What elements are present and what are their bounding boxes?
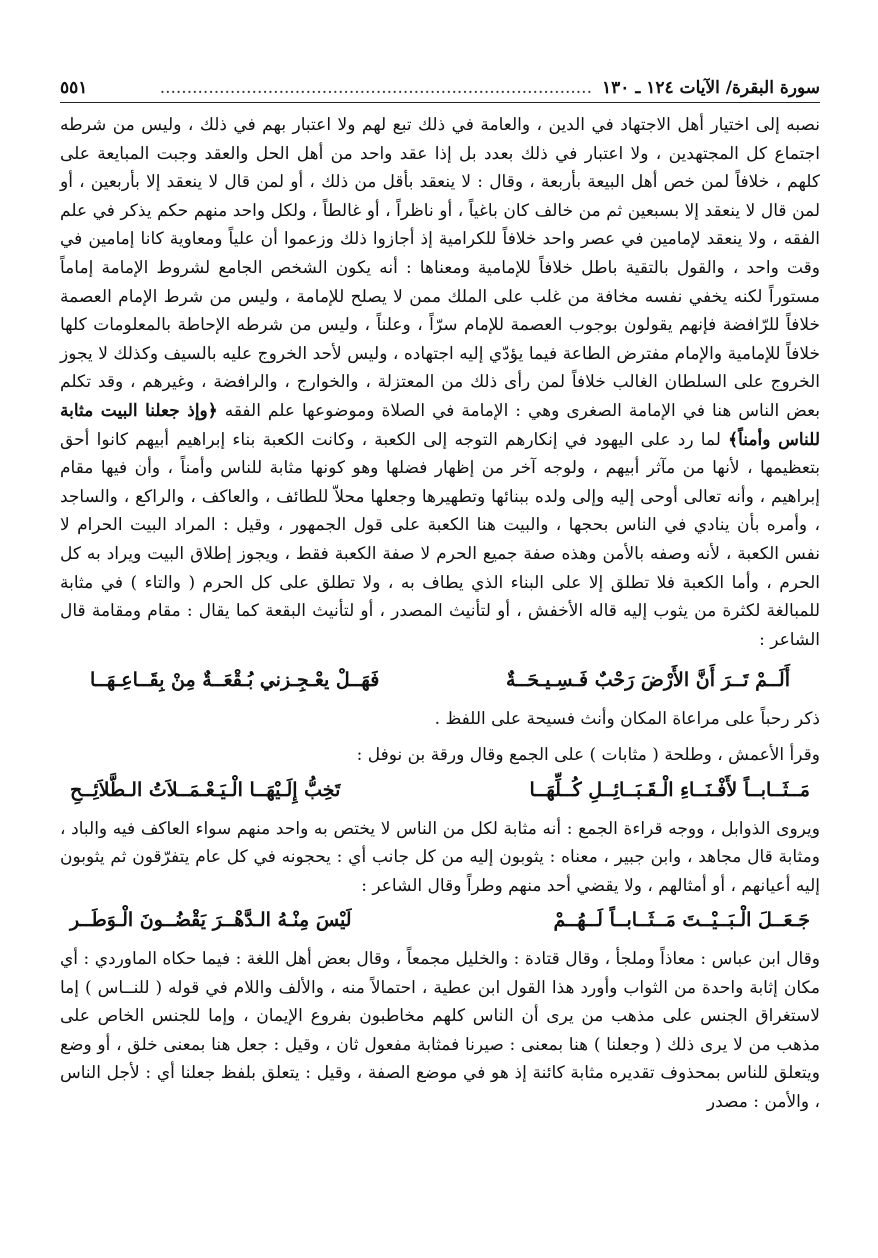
paragraph-3: وقرأ الأعمش ، وطلحة ( مثابات ) على الجمع وقال ورقة بن نوفل :: [356, 745, 820, 766]
text-line: بسبعين ثم من خالف كان باغياً ، أو ناظراً ، أو غالطاً ، ولكل واحد منهم حكم يذكر في علم الفقه ، ولا ينعقد لإمامين: [60, 200, 821, 250]
text-line: وقال ابن عباس : معاذاً وملجأ ، وقال قتادة : والخليل مجمعاً ، وقال بعض أهل اللغة : فيما حكاه الماوردي :: [83, 949, 821, 970]
paragraph-1: [60, 111, 820, 654]
verse-first-hemistich: مَــثَــابــاً لأَفْـنَــاءِ الْـقَـبَــائِــلِ كُــلِّهَــا: [529, 779, 810, 802]
text-line: المعتزلة ، والخوارج ، والرافضة ، وغيرهم ، وقد تكلم بعض الناس هنا في الإمامة الصغرى وهي : الإمامة في: [60, 372, 820, 421]
page-body: [60, 111, 820, 1117]
poetry-verse-1: [90, 666, 790, 695]
text-line: لا يرى ذلك ( وجعلنا ) هنا بمعنى : صيرنا فمثابة مفعول ثان ، وقيل : جعل هنا بمعنى خلق ، أو وضع ويتعلق للناس: [60, 1034, 821, 1084]
text-line: خلافاً للإمامية ومعناها : أنه يكون الشخص الجامع لشروط الإمامة إماماً مستوراً لكنه يخفي نفسه مخافة من غلب على: [60, 257, 820, 307]
text-line: مثابة للمبالغة لكثرة من يثوب إليه قاله الأخفش ، أو لتأنيث المصدر ، أو لتأنيث البقعة كما يقال : مقام ومقامة قال: [60, 572, 820, 622]
text-line: المراد البيت الحرام لا نفس الكعبة ، لأنه وصفه بالأمن وهذه صفة جميع الحرم لا صفة الكعبة فقط ، ويجوز إطلاق: [60, 515, 820, 564]
text-line: سرّاً ، وعلناً ، وليس من شرطه الإحاطة بالمعلومات كلها خلافاً للإمامية والإمام مفترض الطاعة فيما يؤدّي إليه: [60, 315, 821, 364]
paragraph-4: [60, 815, 820, 901]
paragraph-5: [60, 945, 820, 1117]
verse-second-hemistich: لَيْسَ مِنْـهُ الـدَّهْــرَ يَقْضُــونَ الْـوَطَــر: [70, 909, 352, 932]
text-line: الملك ممن لا يصلح للإمامة ، وليس من شرط الإمام العصمة خلافاً للرّافضة فإنهم يقولون بوجوب العصمة للإمام: [60, 286, 820, 336]
text-line: البيت ويراد به كل الحرم ، وأما الكعبة فلا تطلق إلا على البناء الذي يطاف به ، ولا تطلق على كل الحرم ( والتاء ) في: [60, 543, 821, 593]
poetry-verse-2: [70, 776, 810, 805]
text-line: للناس وأمناً ، وأن فيها مقام إبراهيم ، وأنه تعالى أوحى إليه وإلى ولده ببنائها وتطهيرها وجعلها محلاّ للطائف ،: [60, 458, 821, 507]
page-number: ٥٥١: [60, 78, 88, 98]
quran-verse: وإذ جعلنا البيت مثابة للناس وأمناً: [60, 400, 820, 450]
text-line: لمن خص أهل البيعة بأربعة ، وقال : لا ينعقد بأقل من ذلك ، أو لمن قال لا ينعقد إلا بأربعين ، أو لمن قال لا ينعقد إلا: [60, 172, 821, 221]
verse-second-hemistich: تَخِبُّ إِلَـيْهَــا الْـيَـعْـمَــلاَتُ الـطَّلاَئِــحِ: [70, 779, 341, 802]
quran-close-bracket: ﴾: [728, 429, 739, 450]
verse-first-hemistich: أَلَــمْ تَــرَ أَنَّ الأَرْضَ رَحْبٌ فَـسِـيـحَــةٌ: [506, 669, 790, 692]
running-header: [60, 78, 820, 103]
text-line: وكانت الكعبة بناء إبراهيم أبيهم كانوا أحق بتعظيمها ، لأنها من مآثر أبيهم ، ولوجه آخر من إظهار فضلها وهو كونها مثابة: [60, 429, 820, 479]
quran-open-bracket: ﴿: [207, 400, 218, 421]
header-title: سورة البقرة/ الآيات ١٢٤ ـ ١٣٠: [602, 78, 820, 98]
paragraph-2: ذكر رحباً على مراعاة المكان وأنث فسيحة على اللفظ .: [434, 708, 820, 729]
text-line: ويروى الذوابل ، ووجه قراءة الجمع : أنه مثابة لكل من الناس لا يختص به واحد منهم سواء العاكف فيه والباد ،: [60, 818, 820, 839]
text-line: نصبه إلى اختيار أهل الاجتهاد في الدين ، والعامة في ذلك تبع لهم ولا اعتبار بهم في ذلك ، وليس من شرطه اجتماع: [60, 115, 820, 164]
header-leader-dots: ................................................................................: [159, 78, 592, 98]
text-line: الشاعر :: [759, 629, 820, 650]
text-line: اجتهاده ، وليس لأحد الخروج عليه بالسيف وكذلك لا يجوز الخروج على السلطان الغالب خلافاً لمن رأى ذلك من: [60, 343, 821, 393]
verse-first-hemistich: جَـعَــلَ الْـبَــيْــتَ مَــثَــابــاً لَــهُــمْ: [553, 909, 810, 932]
text-line: ومثابة قال مجاهد ، وابن جبير ، معناه : يثوبون إليه من كل جانب أي : يحجونه في كل عام يتفرّقون ثم يثوبون إليه: [60, 847, 820, 896]
text-line: كل المجتهدين ، ولا اعتبار في ذلك بعدد بل إذا عقد واحد من أهل الحل والعقد وجبت المبايعة على كلهم ، خلافاً: [60, 143, 821, 193]
text-line: أي مكان إثابة واحدة من الثواب وأورد هذا القول ابن عطية ، احتمالاً منه ، والألف واللام في قوله ( للنــاس ) إما: [60, 949, 820, 998]
text-line: لاستغراق الجنس على مذهب من يرى أن الناس كلهم مخاطبون بفروع الإيمان ، وإما للجنس الخاص على مذهب من: [60, 1006, 820, 1055]
text-line: أعيانهم ، أو أمثالهم ، ولا يقضي أحد منهم وطراً وقال الشاعر :: [361, 875, 791, 896]
poetry-verse-3: [70, 906, 810, 935]
text-line: والعاكف ، والراكع ، والساجد ، وأمره بأن ينادي في الناس بحجها ، والبيت هنا الكعبة على قول الجمهور ، وقيل :: [60, 486, 821, 536]
text-line: الصلاة وموضوعها علم الفقه: [224, 400, 426, 421]
verse-second-hemistich: فَهَــلْ يعْـجِـزني بُـقْعَــةٌ مِنْ بِقَــاعِـهَــا: [90, 669, 380, 692]
text-line: في عصر واحد خلافاً للكرامية إذ أجازوا ذلك وزعموا أن علياً ومعاوية كانا إمامين في وقت واحد ، والقول بالتقية باطل: [60, 229, 820, 278]
text-line: لما رد على اليهود في إنكارهم التوجه إلى الكعبة ،: [361, 429, 721, 450]
text-line: بمحذوف تقديره مثابة كائنة إذ هو في موضع الصفة ، وقيل : يتعلق بلفظ جعلنا أي : لأجل الناس ، والأمن : مصدر: [60, 1063, 820, 1112]
